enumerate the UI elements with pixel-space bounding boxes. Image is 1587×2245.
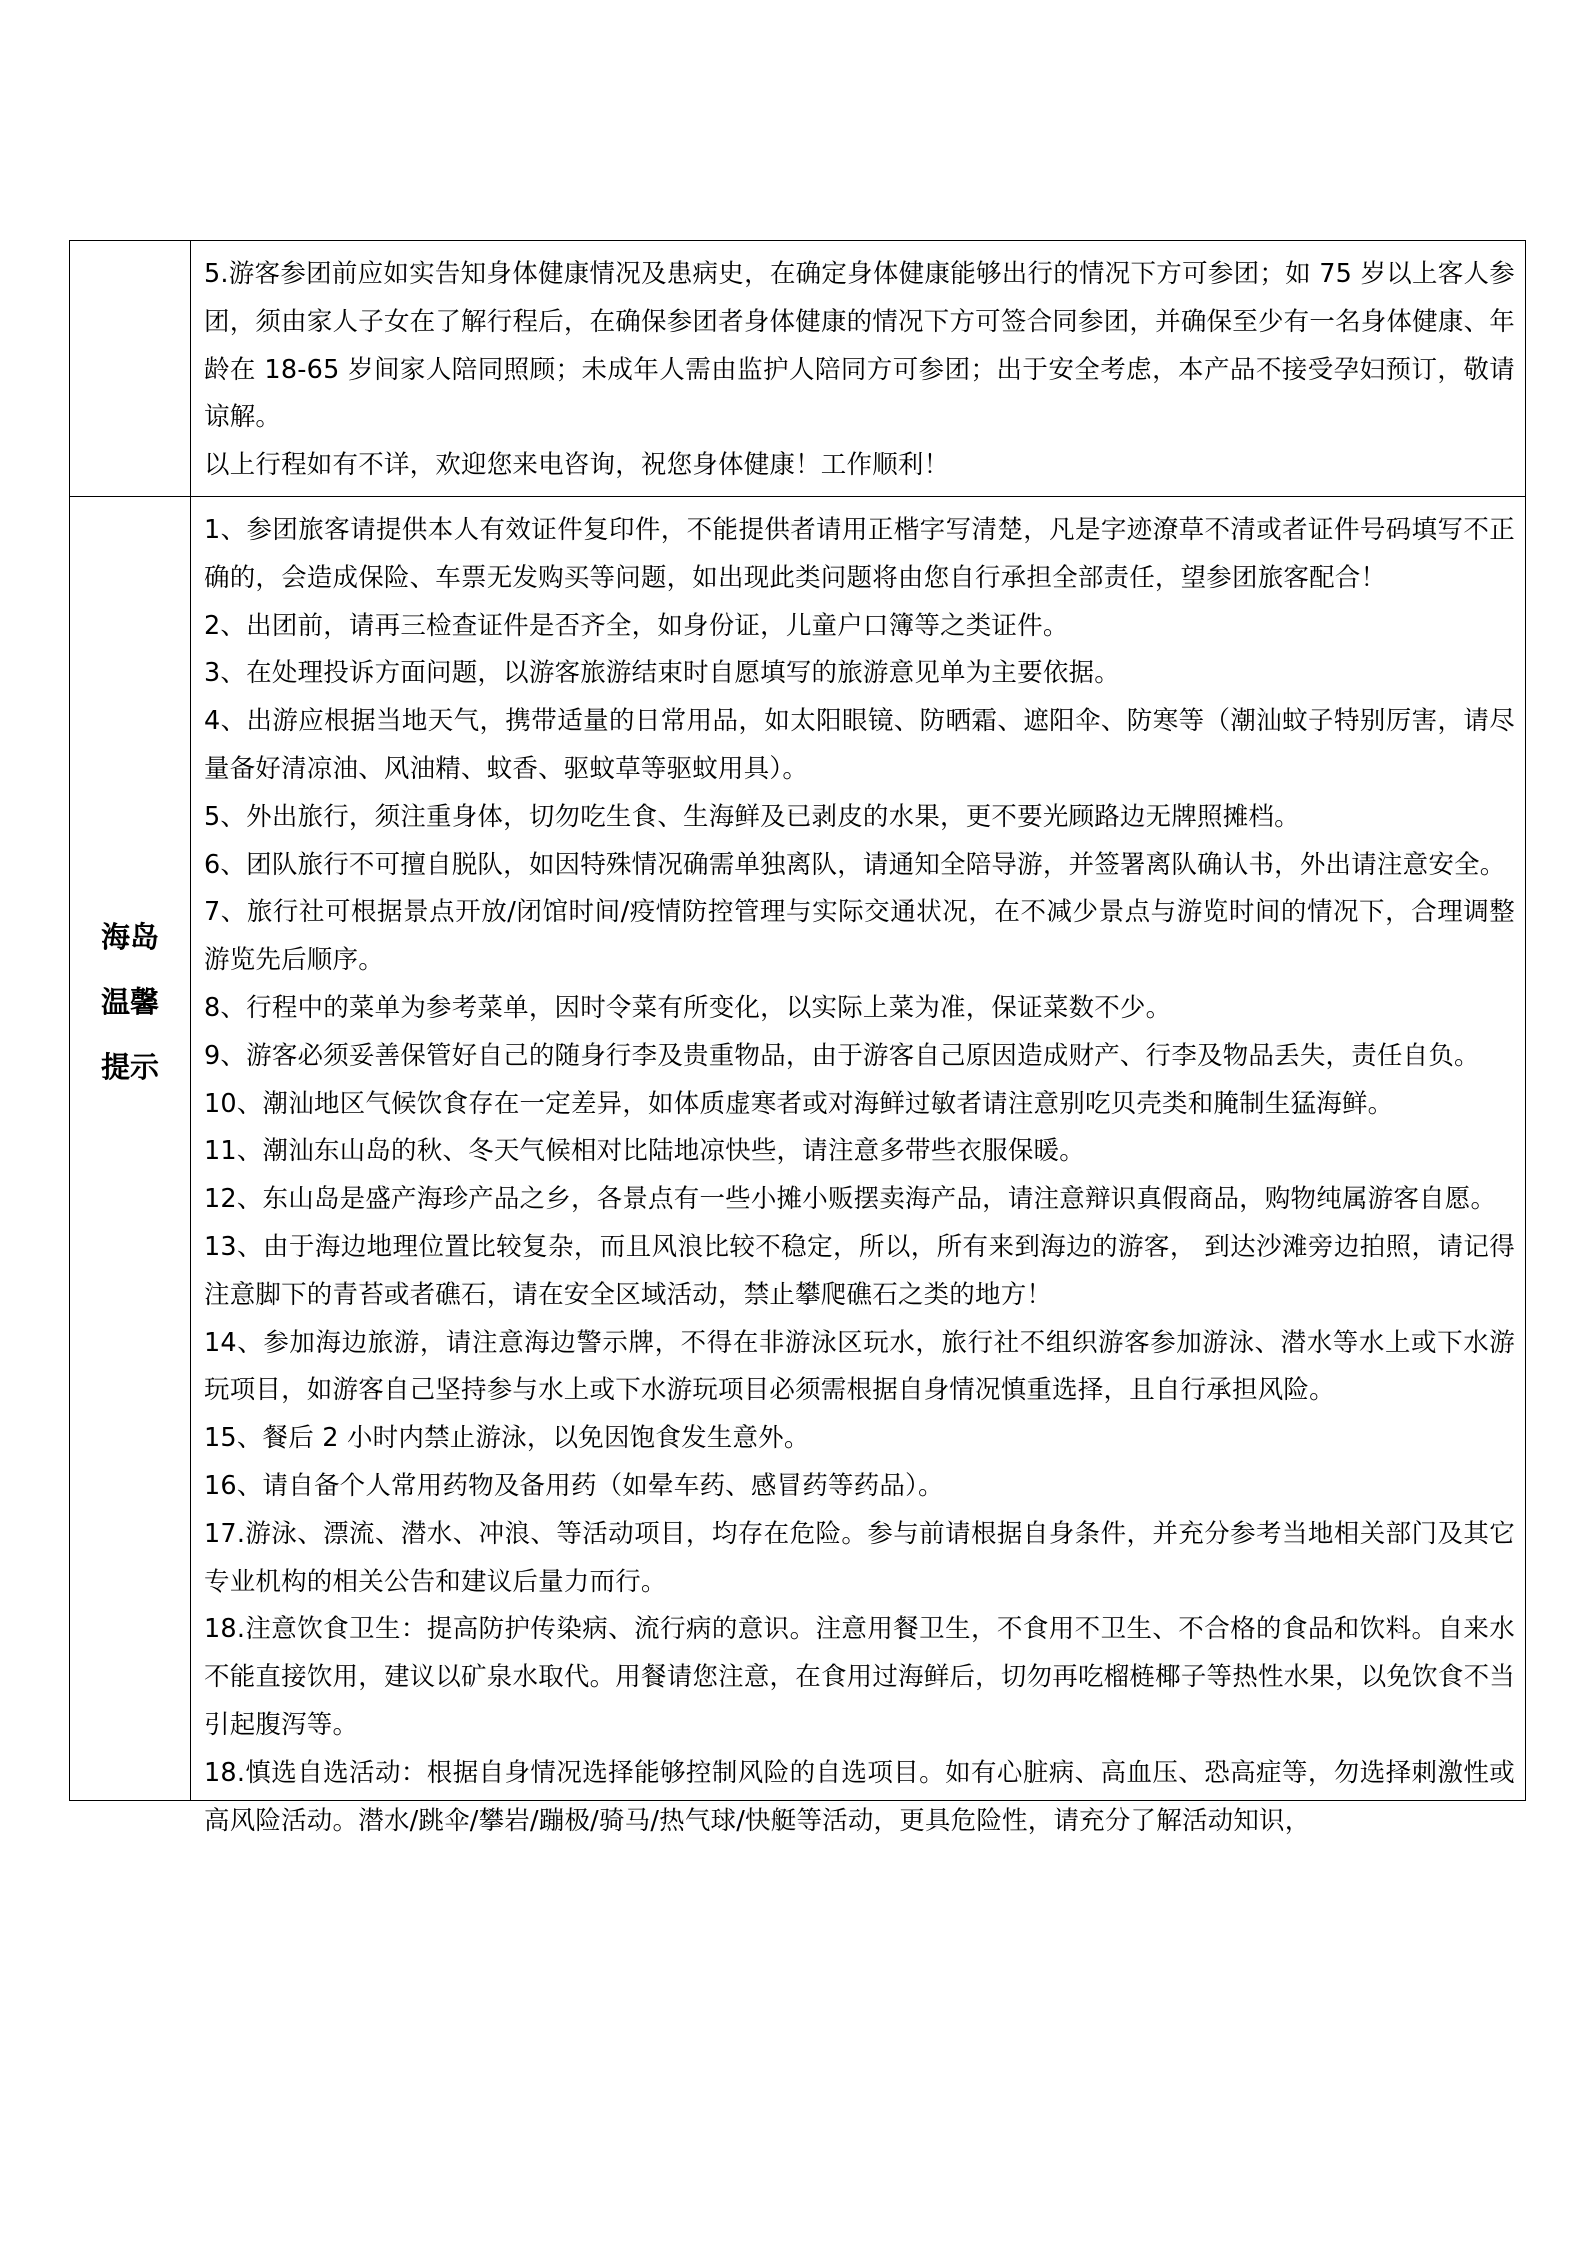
tip-item: 17.游泳、漂流、潜水、冲浪、等活动项目，均存在危险。参与前请根据自身条件，并充分参考当地相关部门及其它专业机构的相关公告和建议后量力而行。	[204, 1518, 1515, 1597]
label-line: 海岛	[100, 920, 159, 955]
notice-table	[69, 240, 1526, 1836]
tip-item: 9、游客必须妥善保管好自己的随身行李及贵重物品，由于游客自己原因造成财产、行李及物品丢失，责任自负。	[204, 1040, 1480, 1071]
notice-paragraph: 以上行程如有不详，欢迎您来电咨询，祝您身体健康！工作顺利！	[204, 450, 950, 481]
tip-item: 8、行程中的菜单为参考菜单，因时令菜有所变化，以实际上菜为准，保证菜数不少。	[204, 992, 1172, 1023]
tip-item: 18.慎选自选活动：根据自身情况选择能够控制风险的自选项目。如有心脏病、高血压、恐高症等，勿选择刺激性或高风险活动。潜水/跳伞/攀岩/蹦极/骑马/热气球/快艇等活动，更具危险性，请充分了解活动知识，	[204, 1757, 1515, 1836]
tip-item: 10、潮汕地区气候饮食存在一定差异，如体质虚寒者或对海鲜过敏者请注意别吃贝壳类和腌制生猛海鲜。	[204, 1088, 1394, 1119]
table-row-island-tips	[70, 496, 1526, 1800]
tip-item: 14、参加海边旅游，请注意海边警示牌，不得在非游泳区玩水，旅行社不组织游客参加游泳、潜水等水上或下水游玩项目，如游客自己坚持参与水上或下水游玩项目必须需根据自身情况慎重选择，且自行承担风险。	[204, 1327, 1515, 1406]
health-notice-cell	[191, 241, 1526, 497]
island-tips-label-cell	[70, 496, 191, 1800]
tip-item: 3、在处理投诉方面问题，以游客旅游结束时自愿填写的旅游意见单为主要依据。	[204, 658, 1120, 689]
tip-item: 4、出游应根据当地天气，携带适量的日常用品，如太阳眼镜、防晒霜、遮阳伞、防寒等（潮汕蚊子特别厉害，请尽量备好清凉油、风油精、蚊香、驱蚊草等驱蚊用具）。	[204, 706, 1515, 784]
tip-item: 15、餐后 2 小时内禁止游泳，以免因饱食发生意外。	[204, 1423, 810, 1454]
island-tips-label	[70, 920, 190, 1085]
tip-item: 7、旅行社可根据景点开放/闭馆时间/疫情防控管理与实际交通状况，在不减少景点与游览时间的情况下，合理调整游览先后顺序。	[204, 897, 1515, 976]
tip-item: 2、出团前，请再三检查证件是否齐全，如身份证，儿童户口簿等之类证件。	[204, 610, 1069, 641]
tip-item: 6、团队旅行不可擅自脱队，如因特殊情况确需单独离队，请通知全陪导游，并签署离队确认书，外出请注意安全。	[204, 849, 1506, 880]
tip-item: 18.注意饮食卫生：提高防护传染病、流行病的意识。注意用餐卫生，不食用不卫生、不合格的食品和饮料。自来水不能直接饮用，建议以矿泉水取代。用餐请您注意，在食用过海鲜后，切勿再吃榴梿椰子等热性水果，以免饮食不当引起腹泻等。	[204, 1614, 1515, 1740]
tip-item: 16、请自备个人常用药物及备用药（如晕车药、感冒药等药品）。	[204, 1470, 944, 1501]
tip-item: 1、参团旅客请提供本人有效证件复印件，不能提供者请用正楷字写清楚，凡是字迹潦草不清或者证件号码填写不正确的，会造成保险、车票无发购买等问题，如出现此类问题将由您自行承担全部责任，望参团旅客配合！	[204, 514, 1515, 593]
tip-item: 5、外出旅行，须注重身体，切勿吃生食、生海鲜及已剥皮的水果，更不要光顾路边无牌照摊档。	[204, 801, 1300, 832]
island-tips-content-cell	[191, 496, 1526, 1836]
tip-item: 12、东山岛是盛产海珍产品之乡，各景点有一些小摊小贩摆卖海产品，请注意辩识真假商品，购物纯属游客自愿。	[204, 1184, 1497, 1215]
tip-item: 11、潮汕东山岛的秋、冬天气候相对比陆地凉快些，请注意多带些衣服保暖。	[204, 1136, 1085, 1167]
label-line: 提示	[100, 1050, 159, 1085]
notice-paragraph: 5.游客参团前应如实告知身体健康情况及患病史，在确定身体健康能够出行的情况下方可参团；如 75 岁以上客人参团，须由家人子女在了解行程后，在确保参团者身体健康的情况下方可签合同参团，并确保至少有一名身体健康、年龄在 18-65 岁间家人陪同照顾；未成年人需由监护人陪同方可参团；出于安全考虑，本产品不接受孕妇预订，敬请谅解。	[204, 259, 1515, 433]
row-label-cell-empty	[70, 241, 191, 497]
label-line: 温馨	[100, 985, 159, 1020]
tip-item: 13、由于海边地理位置比较复杂，而且风浪比较不稳定，所以，所有来到海边的游客， 到达沙滩旁边拍照，请记得注意脚下的青苔或者礁石，请在安全区域活动，禁止攀爬礁石之类的地方！	[204, 1231, 1515, 1310]
table-row-health-notice	[70, 241, 1526, 497]
